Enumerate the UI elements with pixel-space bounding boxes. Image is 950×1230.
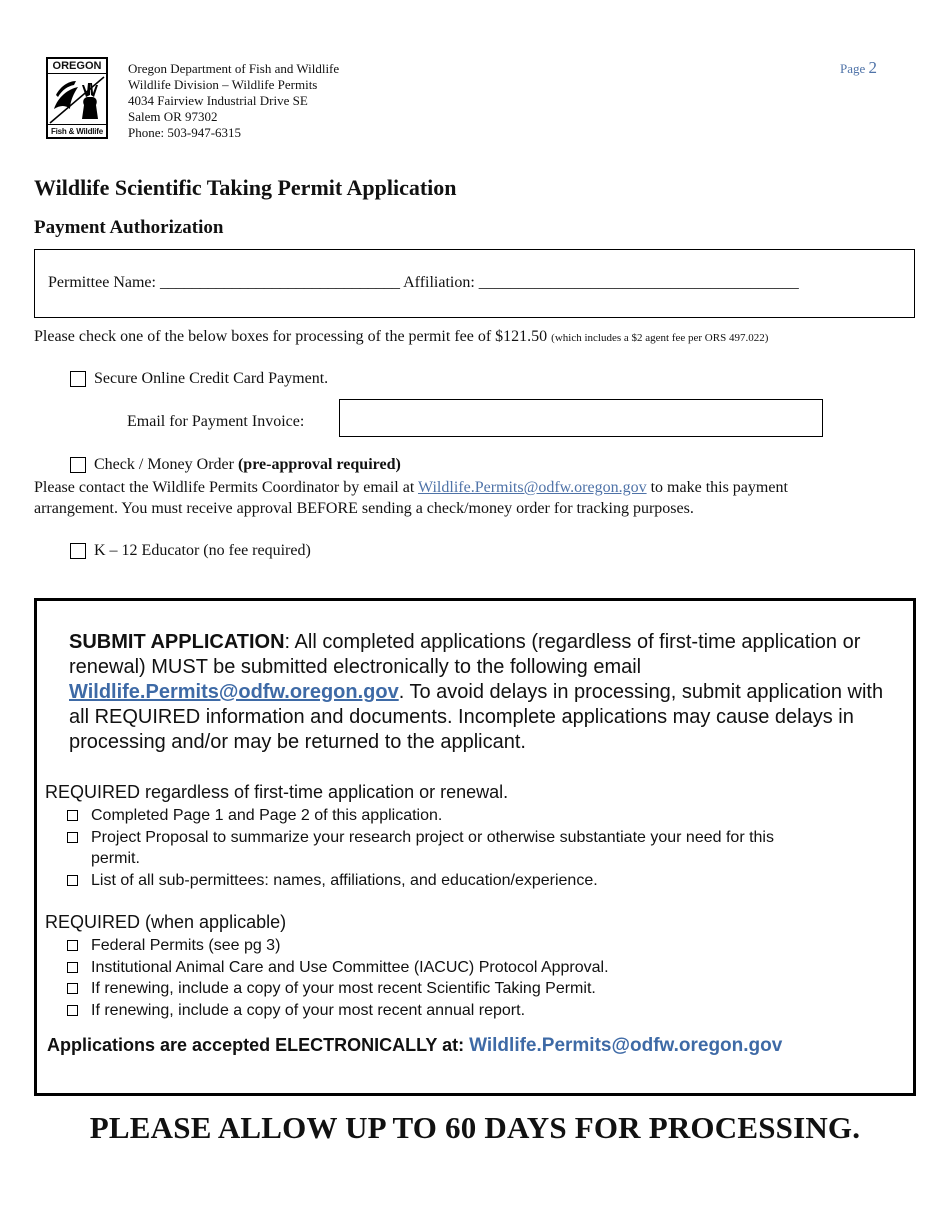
list-item bbox=[65, 805, 785, 827]
payment-instruction bbox=[34, 328, 768, 346]
list-item-text: If renewing, include a copy of your most recent annual report. bbox=[91, 1001, 526, 1019]
checkbox-square-icon[interactable] bbox=[67, 940, 78, 951]
list-item bbox=[65, 870, 785, 892]
applicable-list bbox=[65, 935, 845, 1021]
checkbox-square-icon[interactable] bbox=[67, 962, 78, 973]
email-invoice-label: Email for Payment Invoice: bbox=[127, 413, 305, 430]
list-item-text: Institutional Animal Care and Use Committee (IACUC) Protocol Approval. bbox=[91, 958, 609, 976]
k12-option bbox=[70, 542, 311, 560]
contact-suffix: to make this payment bbox=[650, 479, 788, 496]
list-item bbox=[65, 978, 845, 1000]
address-line: Salem OR 97302 bbox=[128, 109, 218, 124]
checkbox-square-icon[interactable] bbox=[67, 983, 78, 994]
contact-line-2: arrangement. You must receive approval BEFORE sending a check/money order for tracking purposes. bbox=[34, 500, 694, 517]
address-line: 4034 Fairview Industrial Drive SE bbox=[128, 93, 308, 108]
submit-heading: SUBMIT APPLICATION bbox=[69, 631, 285, 653]
submit-instructions bbox=[69, 630, 889, 755]
checkbox-square-icon[interactable] bbox=[67, 832, 78, 843]
payment-instruction-text: Please check one of the below boxes for processing of the permit fee of $121.50 bbox=[34, 328, 548, 345]
page-number-value: 2 bbox=[868, 58, 878, 77]
address-line: Phone: 503-947-6315 bbox=[128, 125, 242, 140]
list-item-text: List of all sub-permittees: names, affiliations, and education/experience. bbox=[91, 871, 598, 889]
submit-rest: To avoid delays in processing, submit application with all REQUIRED information and documents. Incomplete applications may cause delays in processing and/or may be returned to the applicant. bbox=[69, 681, 884, 753]
check-payment-note: (pre-approval required) bbox=[237, 456, 401, 473]
required-list bbox=[65, 805, 785, 891]
accepted-electronically bbox=[47, 1035, 782, 1057]
check-payment-checkbox[interactable] bbox=[70, 457, 86, 473]
processing-notice: PLEASE ALLOW UP TO 60 DAYS FOR PROCESSING. bbox=[89, 1110, 861, 1145]
checkbox-square-icon[interactable] bbox=[67, 1005, 78, 1016]
contact-email-link[interactable]: Wildlife.Permits@odfw.oregon.gov bbox=[418, 479, 647, 496]
list-item-text: Federal Permits (see pg 3) bbox=[91, 937, 281, 954]
checkbox-square-icon[interactable] bbox=[67, 875, 78, 886]
permittee-name-field[interactable]: ______________________________ bbox=[159, 274, 400, 291]
list-item-text: Project Proposal to summarize your research project or otherwise substantiate your need for this permit. bbox=[91, 828, 774, 867]
contact-line-1 bbox=[34, 479, 788, 497]
affiliation-label: Affiliation: bbox=[403, 274, 475, 291]
payment-instruction-note: (which includes a $2 agent fee per ORS 497.022) bbox=[551, 332, 769, 344]
page-number bbox=[840, 58, 877, 78]
list-item-text: If renewing, include a copy of your most recent Scientific Taking Permit. bbox=[91, 980, 596, 997]
page-title: Wildlife Scientific Taking Permit Application bbox=[34, 175, 457, 200]
logo-fish-wildlife-text: Fish & Wildlife bbox=[48, 124, 106, 137]
online-payment-checkbox[interactable] bbox=[70, 371, 86, 387]
list-item bbox=[65, 957, 845, 979]
required-title: REQUIRED regardless of first-time application or renewal. bbox=[45, 782, 509, 802]
online-payment-label: Secure Online Credit Card Payment. bbox=[94, 370, 329, 387]
agency-address bbox=[128, 61, 339, 141]
address-line: Oregon Department of Fish and Wildlife bbox=[128, 61, 340, 76]
submit-intro: : All completed applications (regardless of first-time application or renewal) MUST be submitted electronically to the following email bbox=[69, 631, 861, 678]
contact-prefix: Please contact the Wildlife Permits Coordinator by email at bbox=[34, 479, 415, 496]
submit-period: . bbox=[398, 681, 405, 703]
logo-oregon-text: OREGON bbox=[48, 59, 106, 74]
applicable-title: REQUIRED (when applicable) bbox=[45, 912, 287, 932]
email-invoice-input[interactable] bbox=[339, 399, 823, 437]
list-item-text: Completed Page 1 and Page 2 of this application. bbox=[91, 807, 443, 824]
checkbox-square-icon[interactable] bbox=[67, 810, 78, 821]
submit-email-link[interactable]: Wildlife.Permits@odfw.oregon.gov bbox=[69, 681, 399, 703]
online-payment-option bbox=[70, 370, 328, 388]
fish-deer-icon bbox=[48, 75, 106, 125]
section-title: Payment Authorization bbox=[34, 217, 224, 238]
accepted-email-link[interactable]: Wildlife.Permits@odfw.oregon.gov bbox=[469, 1035, 783, 1056]
permittee-box bbox=[34, 249, 915, 318]
list-item bbox=[65, 935, 845, 957]
k12-label: K – 12 Educator (no fee required) bbox=[94, 542, 311, 559]
submit-application-box bbox=[34, 598, 916, 1096]
permittee-name-label: Permittee Name: bbox=[48, 274, 156, 291]
list-item bbox=[65, 827, 785, 870]
list-item bbox=[65, 1000, 845, 1022]
address-line: Wildlife Division – Wildlife Permits bbox=[128, 77, 318, 92]
check-payment-option bbox=[70, 456, 401, 474]
check-payment-label: Check / Money Order bbox=[94, 456, 234, 473]
odfw-logo bbox=[46, 57, 108, 139]
affiliation-field[interactable]: ________________________________________ bbox=[478, 274, 799, 291]
accepted-label: Applications are accepted ELECTRONICALLY at: bbox=[47, 1035, 465, 1055]
k12-checkbox[interactable] bbox=[70, 543, 86, 559]
page-label: Page bbox=[840, 61, 866, 76]
